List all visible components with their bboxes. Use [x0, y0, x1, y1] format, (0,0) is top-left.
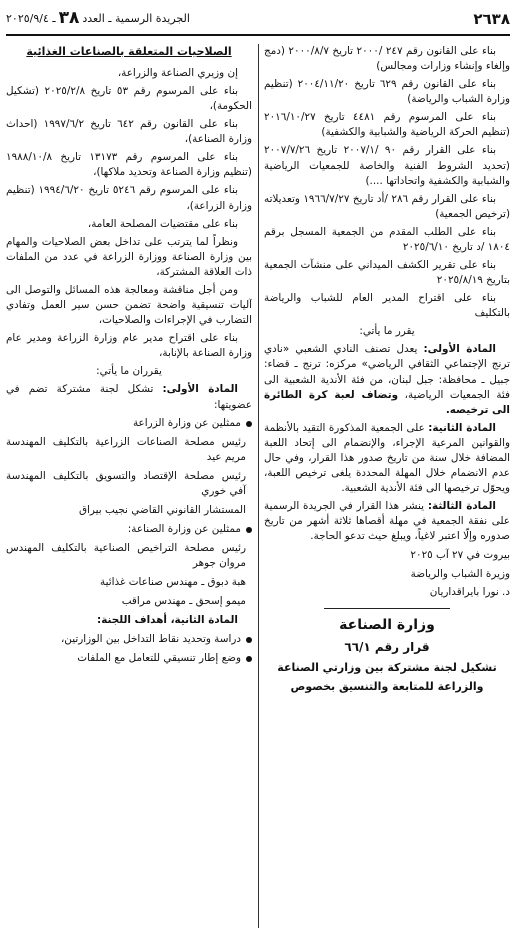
signature-name: د. نورا بايراقداريان [429, 585, 510, 598]
bullet-icon [246, 656, 252, 662]
column-divider [258, 44, 259, 928]
bullet-agriculture [6, 416, 252, 431]
article-3-text: ينشر هذا القرار في الجريدة الرسمية على نفقة الجمعية في مهلة أقصاها ثلاثة أشهر من تاريخ صدوره وإلّا اعتبر لاغياً، ويبلغ حيث تدعو الحاجة. [264, 500, 510, 543]
recital: ونظراً لما يترتب على تداخل بعض الصلاحيات والمهام بين وزارة الصناعة ووزارة الزراعة في عدد من الملفات ذات العلاقة المشتركة، [6, 235, 252, 278]
bullet-icon [246, 527, 252, 533]
decision-title-line-1: تشكيل لجنة مشتركة بين وزارتي الصناعة [277, 661, 497, 675]
article-2-label: المادة الثانية: [428, 421, 496, 434]
page-header [6, 6, 510, 36]
gazette-name: الجريدة الرسمية ـ العدد [82, 11, 190, 25]
article-1-label: المادة الأولى: [423, 343, 496, 356]
recital: بناء على مقتضيات المصلحة العامة، [87, 217, 238, 230]
recital: بناء على القانون رقم ٢٤٧ /٢٠٠٠ تاريخ ٢٠٠٠/٨/٧ (دمج وإلغاء وإنشاء وزارات ومجالس) [264, 45, 510, 73]
recital: بناء على القانون رقم ٦٢٩ تاريخ ٢٠٠٤/١١/٢٠ (تنظيم وزارة الشباب والرياضة) [264, 78, 510, 106]
signature-office: وزيرة الشباب والرياضة [410, 567, 510, 580]
article-1-label: المادة الأولى: [162, 383, 238, 396]
gazette-info [6, 6, 190, 31]
recital: بناء على تقرير الكشف الميداني على منشآت الجمعية بتاريخ ٢٠٢٥/٨/١٩ [264, 259, 510, 287]
article-1 [6, 382, 252, 412]
signature-block [264, 548, 510, 599]
member: المستشار القانوني القاضي نجيب بيراق [78, 503, 246, 516]
article-1-text: تشكل لجنة مشتركة تضم في عضويتها: [6, 383, 252, 411]
article-1 [264, 342, 510, 417]
bullet-icon [246, 421, 252, 427]
issue-number: ٣٨ [58, 8, 80, 29]
left-column [6, 44, 252, 928]
recital: بناء على القرار رقم ٩٠ /٢٠٠٧/١ تاريخ ٢٠٠٧/٧/٢٦ (تحديد الشروط الفنية والخاصة للجمعيات الرياضية والشبابية والكشفية واتحاداتها ....) [264, 144, 510, 187]
bullet-industry [6, 522, 252, 537]
issue-date: ـ ٢٠٢٥/٩/٤ [6, 11, 56, 25]
article-2-text: على الجمعية المذكورة التقيد بالأنظمة والقوانين المرعية الإجراء، والإنضمام الى إتحاد اللعبة المضافة خلال سنة من تاريخ صدور هذا القرار، وفي حال عدم الانضمام خلال المهلة المحددة يلغى ترخيص اللعبة، ويحوّل ترخيصها الى فئة الأندية الشعبية. [264, 421, 510, 495]
article-2 [264, 421, 510, 496]
decision-title-line-2: والزراعة للمتابعة والتنسيق بخصوص [290, 680, 484, 694]
section-separator [324, 608, 450, 609]
signature-place: بيروت في ٢٧ آب ٢٠٢٥ [410, 549, 510, 562]
article-1-text: يعدل تصنف النادي الشعبي «نادي ترنج الإجتماعي الثقافي الرياضي» مركزه: ترنج ـ قضاء: جبيل ـ محافظة: جبل لبنان، من فئة الأندية الشعبية الى فئة الجمعيات الرياضية، [264, 343, 510, 401]
article-2-label: المادة الثانية، أهداف اللجنة: [97, 614, 238, 627]
decides-heading: يقرر ما يأتي: [359, 325, 415, 338]
goal-text: دراسة وتحديد نقاط التداخل بين الوزارتين، [60, 632, 241, 645]
recital: بناء على اقتراح مدير عام وزارة الزراعة ومدير عام وزارة الصناعة بالإنابة، [6, 332, 252, 360]
recital: بناء على المرسوم رقم ٤٤٨١ تاريخ ٢٠١٦/١٠/٢٧ (تنظيم الحركة الرياضية والشبابية والكشفية) [264, 111, 510, 139]
right-column [264, 44, 510, 928]
ministry-heading: وزارة الصناعة [339, 616, 435, 633]
intro: إن وزيري الصناعة والزراعة، [117, 66, 238, 79]
goal-text: وضع إطار تنسيقي للتعامل مع الملفات [77, 651, 241, 664]
member: رئيس مصلحة الصناعات الزراعية بالتكليف المهندسة مريم عيد [6, 435, 246, 463]
recital: بناء على المرسوم رقم ٥٣ تاريخ ٢٠٢٥/٢/٨ (تشكيل الحكومة)، [6, 85, 252, 113]
member: ميمو إسحق ـ مهندس مراقب [121, 595, 246, 608]
recital: بناء على الطلب المقدم من الجمعية المسجل برقم ١٨٠٤ /د تاريخ ٢٠٢٥/٦/١٠ [264, 225, 510, 253]
article-3-label: المادة الثالثة: [427, 500, 496, 513]
recital: بناء على القرار رقم ٢٨٦ /أد تاريخ ١٩٦٦/٧/٢٧ وتعديلاته (ترخيص الجمعية) [264, 192, 510, 220]
bullet-text: ممثلين عن وزارة الزراعة [132, 416, 241, 429]
decide-heading: يقرران ما يأتي: [96, 365, 162, 378]
member: رئيس مصلحة التراخيص الصناعية بالتكليف المهندس مروان جوهر [6, 542, 246, 570]
recital: بناء على اقتراح المدير العام للشباب والرياضة بالتكليف [264, 292, 510, 320]
goal-item [6, 632, 252, 647]
recital: بناء على المرسوم رقم ١٣١٧٣ تاريخ ١٩٨٨/١٠/٨ (تنظيم وزارة الصناعة وتحديد ملاكها)، [6, 151, 252, 179]
article-1-bold: وتضاف لعبة كرة الطائرة الى ترخيصه. [264, 388, 510, 416]
decision-number: قرار رقم ٦٦/١ [344, 639, 430, 654]
bullet-icon [246, 637, 252, 643]
member: رئيس مصلحة الإقتصاد والتسويق بالتكليف المهندسة آفي خوري [6, 469, 246, 497]
goal-item [6, 651, 252, 666]
article-3 [264, 499, 510, 544]
section-title: الصلاحيات المتعلقة بالصناعات الغذائية [26, 45, 232, 58]
page-number: ٢٦٣٨ [473, 10, 510, 29]
member: هبة دبوق ـ مهندس صناعات غذائية [100, 576, 246, 589]
bullet-text: ممثلين عن وزارة الصناعة: [127, 523, 241, 536]
recital: بناء على القانون رقم ٦٤٢ تاريخ ١٩٩٧/٦/٢ (احداث وزارة الصناعة)، [6, 118, 252, 146]
recital: بناء على المرسوم رقم ٥٢٤٦ تاريخ ١٩٩٤/٦/٢٠ (تنظيم وزارة الزراعة)، [6, 184, 252, 212]
recital: ومن أجل مناقشة ومعالجة هذه المسائل والتوصل الى آليات تنسيقية واضحة تضمن حسن سير العمل وتفادي التضارب في الإجراءات والصلاحيات، [6, 283, 252, 327]
